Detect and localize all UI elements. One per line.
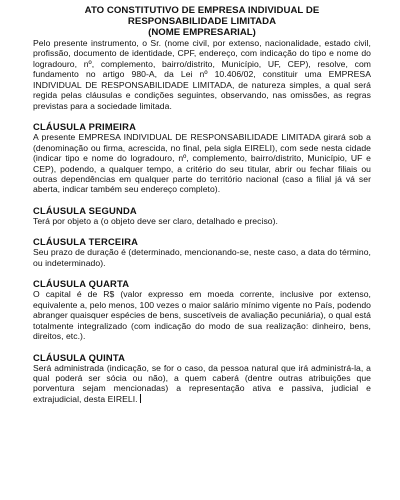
document-title: ATO CONSTITUTIVO DE EMPRESA INDIVIDUAL DE RESPONSABILIDADE LIMITADA [84,5,320,27]
clause-text[interactable]: O capital é de R$ (valor expresso em moeda corrente, inclusive por extenso, equivalente a, pelo menos, 100 vezes o maior salário mínimo vigente no País, podendo abranger quaisquer espécies de bens, suscetíveis de avaliação pecuniária), o qual está totalmente integralizado (com indicação do modo de sua realização: dinheiro, bens, direitos, etc.). [33,289,371,342]
clause-1 [33,121,371,195]
clause-heading: CLÁUSULA PRIMEIRA [33,121,137,133]
clause-5 [33,352,371,405]
clause-heading: CLÁUSULA QUINTA [33,351,126,363]
clause-2 [33,205,371,226]
clause-heading: CLÁUSULA SEGUNDA [33,204,137,216]
clause-text-with-cursor[interactable] [33,363,371,405]
clause-4 [33,278,371,341]
clause-text[interactable]: Será administrada (indicação, se for o caso, da pessoa natural que irá administrá-la, a qual poderá ser sócia ou não), a quem caberá (dentre outras atribuições que porventura sejam mencionadas) a representação ativa e passiva, judicial e extrajudicial, desta EIRELI. [33,362,371,404]
clause-text[interactable]: A presente EMPRESA INDIVIDUAL DE RESPONSABILIDADE LIMITADA girará sob a (denominação ou firma, acrescida, no final, pela sigla EIRELI), com sede nesta cidade (indicar tipo e nome do logradouro, nº, complemento, bairro/distrito, Município, UF e CEP), podendo, a qualquer tempo, a critério do seu titular, abrir ou fechar filiais ou outras dependências em qualquer parte do território nacional (caso a filial já vá ser aberta, indicar também seu endereço completo). [33,132,371,195]
clause-3 [33,236,371,268]
text-cursor [140,394,141,403]
clause-text[interactable]: Terá por objeto a (o objeto deve ser claro, detalhado e preciso). [33,215,278,226]
preamble-paragraph[interactable]: Pelo presente instrumento, o Sr. (nome civil, por extenso, nacionalidade, estado civil, profissão, documento de identidade, CPF, endereço, com indicação do tipo e nome do logradouro, nº, complemento, bairro/distrito, Município, UF, CEP), resolve, com fundamento no artigo 980-A, da Lei nº 10.406/02, constituir uma EMPRESA INDIVIDUAL DE RESPONSABILIDADE LIMITADA, de natureza simples, a qual será regida pelas cláusulas e condições seguintes, observando, nas omissões, as regras previstas para a sociedade limitada. [33,38,371,111]
clause-text[interactable]: Seu prazo de duração é (determinado, mencionando-se, neste caso, a data do término, ou indeterminado). [33,247,371,268]
clause-heading: CLÁUSULA QUARTA [33,278,130,290]
clause-heading: CLÁUSULA TERCEIRA [33,236,139,248]
document-subtitle: (NOME EMPRESARIAL) [148,27,256,38]
